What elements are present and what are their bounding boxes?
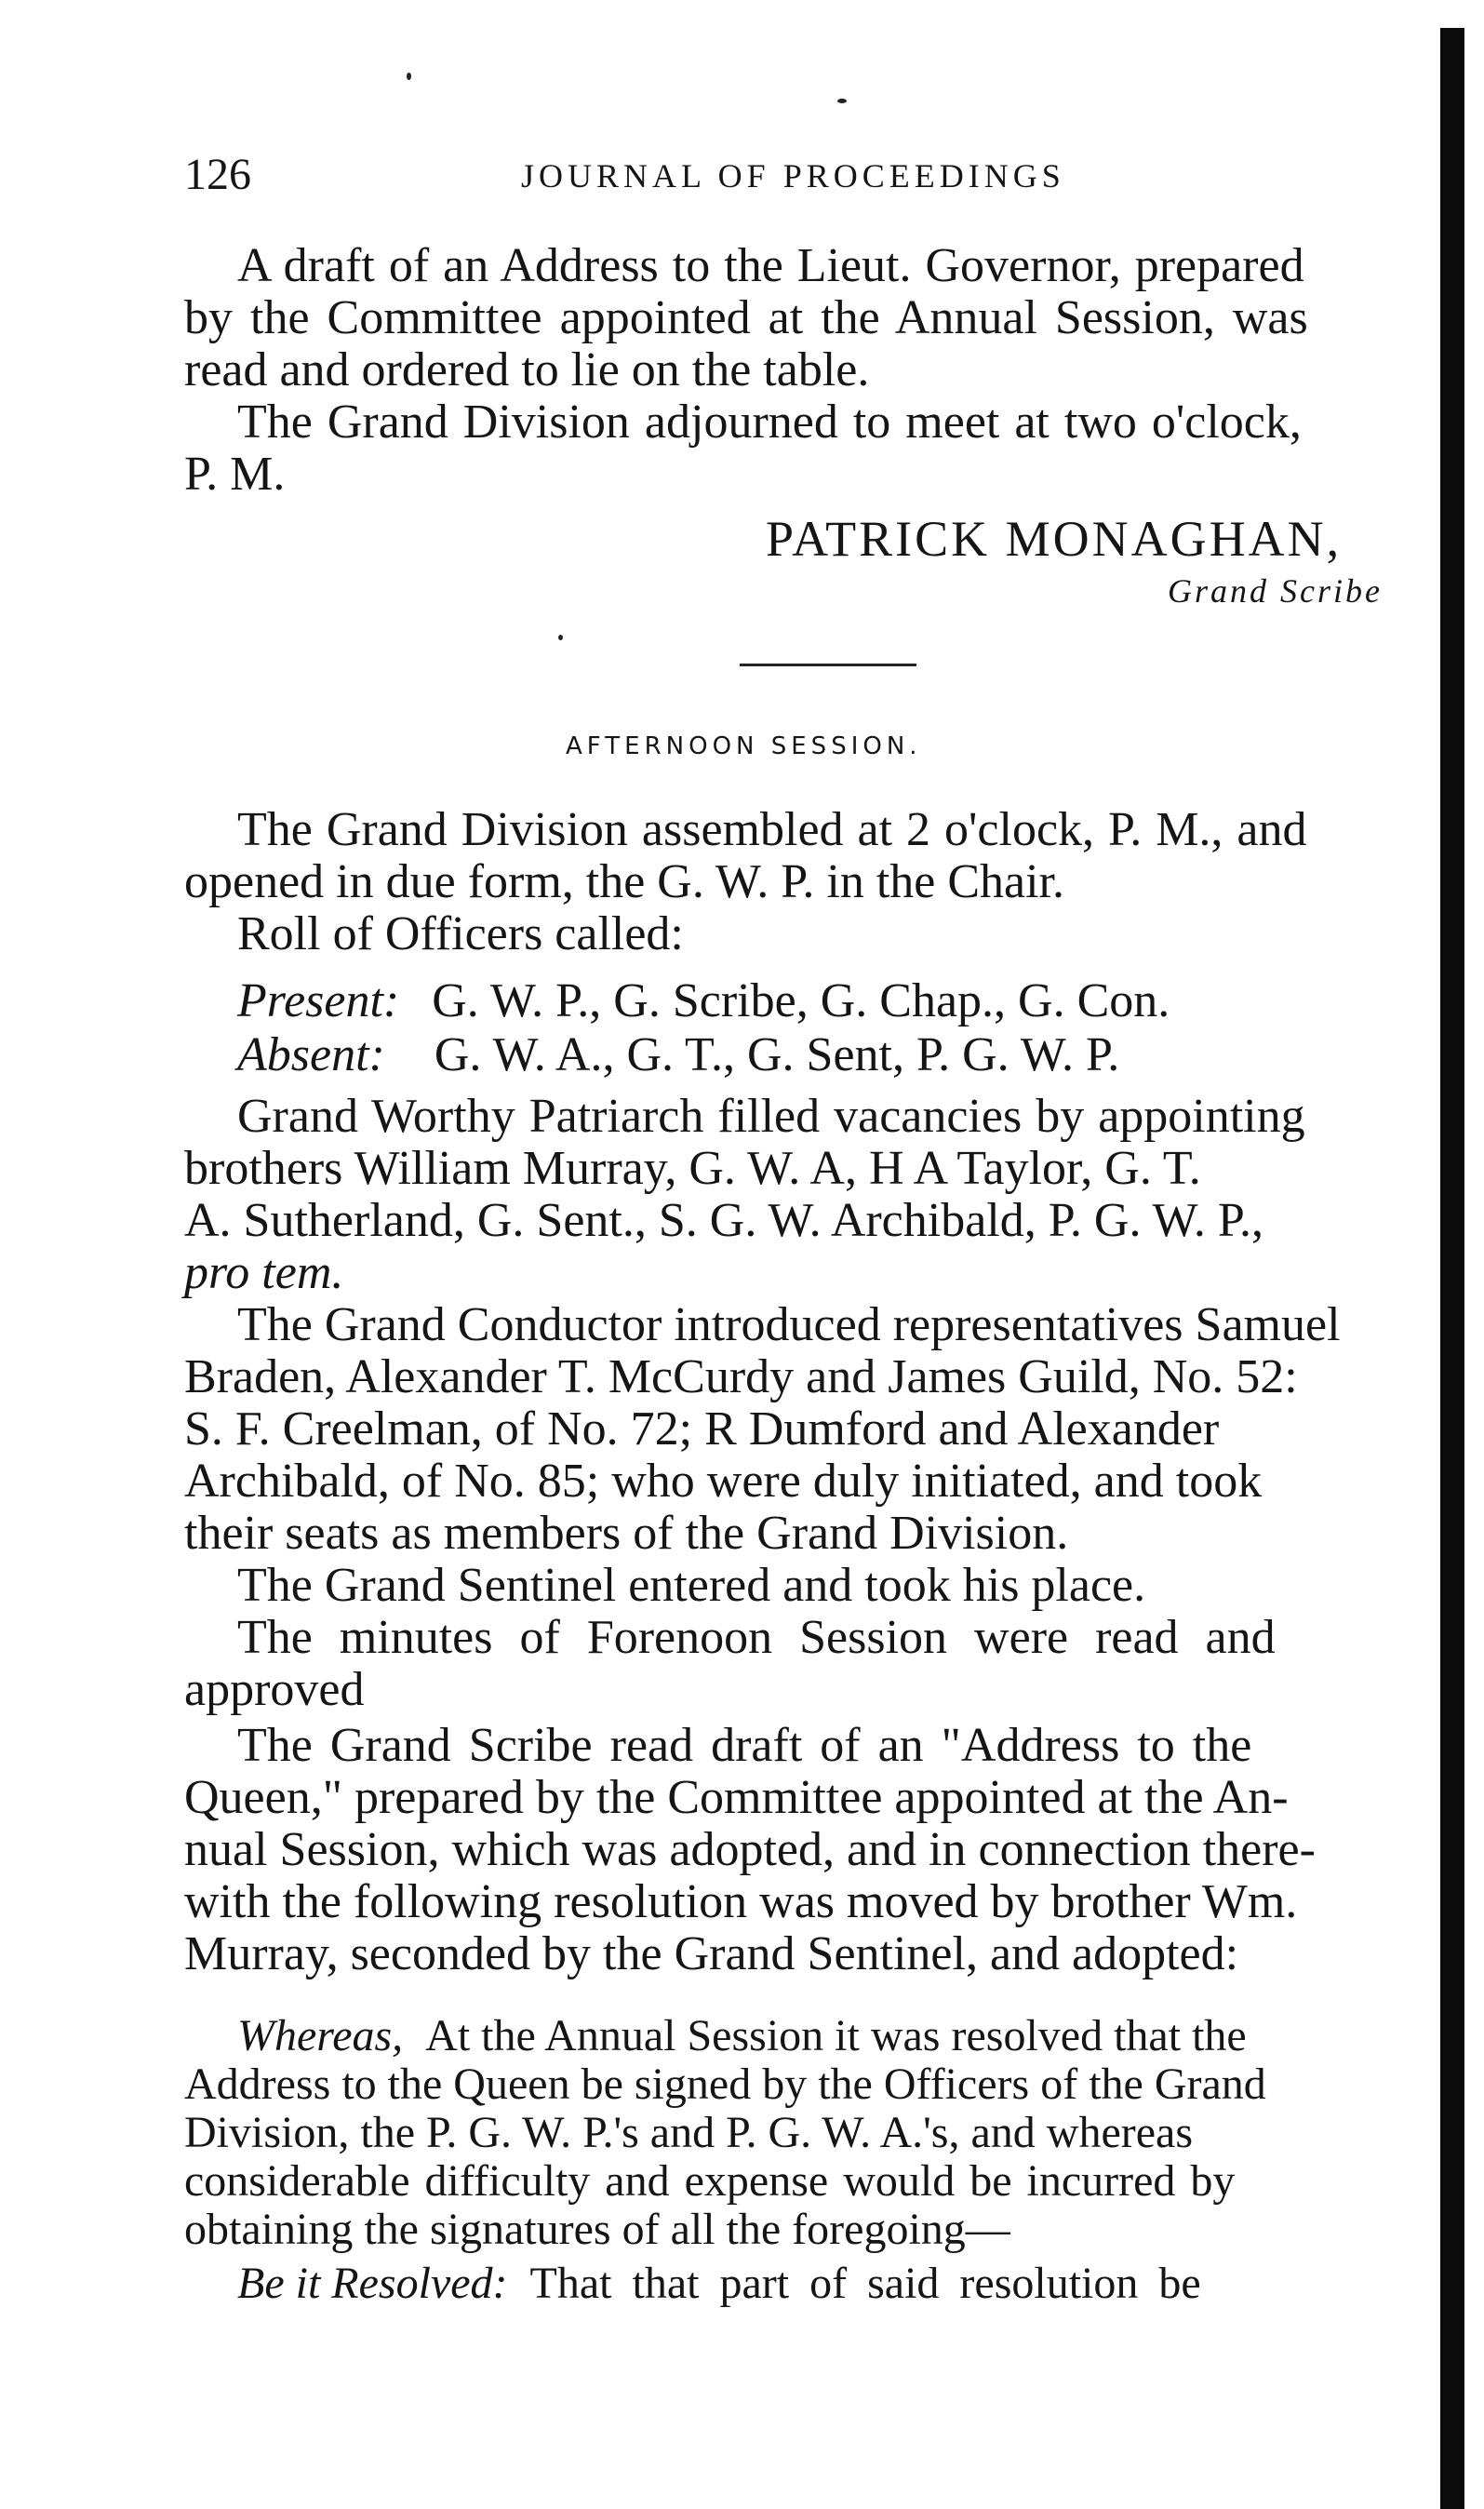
text-line: Queen," prepared by the Committee appointed at the An- — [184, 1771, 1289, 1824]
text-line: Archibald, of No. 85; who were duly initiated, and took — [184, 1455, 1263, 1508]
text-line: pro tem. — [184, 1246, 344, 1299]
text-line: A. Sutherland, G. Sent., S. G. W. Archibald, P. G. W. P., — [184, 1194, 1263, 1247]
text-line: A draft of an Address to the Lieut. Governor, prepared — [237, 239, 1304, 292]
text-line: opened in due form, the G. W. P. in the Chair. — [184, 855, 1065, 908]
section-rule — [740, 664, 916, 666]
text-line: The Grand Conductor introduced representatives Samuel — [237, 1298, 1341, 1351]
resolved-text: That that part of said resolution be — [529, 2259, 1201, 2308]
text-line: The minutes of Forenoon Session were read and — [237, 1611, 1276, 1664]
absent-text: G. W. A., G. T., G. Sent, P. G. W. P. — [434, 1028, 1120, 1081]
whereas-label: Whereas, — [237, 2011, 404, 2060]
text-line: The Grand Division adjourned to meet at two o'clock, — [237, 396, 1302, 449]
text-line: The Grand Sentinel entered and took his place. — [237, 1559, 1146, 1612]
absent-label: Absent: — [237, 1028, 385, 1081]
resolved-label: Be it Resolved: — [237, 2259, 508, 2308]
whereas-text: At the Annual Session it was resolved that the — [425, 2011, 1247, 2060]
text-line: with the following resolution was moved by brother Wm. — [184, 1875, 1298, 1928]
ink-speck — [558, 635, 563, 640]
text-line: Grand Worthy Patriarch filled vacancies by appointing — [237, 1090, 1305, 1143]
present-text: G. W. P., G. Scribe, G. Chap., G. Con. — [432, 974, 1170, 1027]
resolved-line — [237, 2256, 1201, 2312]
present-line — [237, 973, 1170, 1029]
text-line: Address to the Queen be signed by the Officers of the Grand — [184, 2060, 1266, 2109]
text-line: approved — [184, 1663, 365, 1716]
text-line: The Grand Scribe read draft of an "Address to the — [237, 1719, 1252, 1772]
text-line: The Grand Division assembled at 2 o'clock, P. M., and — [237, 803, 1307, 856]
text-line: by the Committee appointed at the Annual Session, was — [184, 291, 1308, 344]
absent-line — [237, 1027, 1119, 1083]
page-number: 126 — [184, 150, 251, 199]
section-heading: AFTERNOON SESSION. — [566, 732, 922, 760]
signature-name: PATRICK MONAGHAN, — [766, 511, 1343, 567]
text-line: obtaining the signatures of all the foregoing— — [184, 2205, 1010, 2254]
ink-speck — [837, 99, 847, 103]
text-line: Braden, Alexander T. McCurdy and James Guild, No. 52: — [184, 1350, 1298, 1403]
text-line: Murray, seconded by the Grand Sentinel, and adopted: — [184, 1927, 1239, 1980]
text-line: their seats as members of the Grand Division. — [184, 1507, 1069, 1560]
text-line: S. F. Creelman, of No. 72; R Dumford and Alexander — [184, 1402, 1220, 1456]
ink-speck — [407, 73, 411, 80]
present-label: Present: — [237, 974, 400, 1027]
text-line: Division, the P. G. W. P.'s and P. G. W. A.'s, and whereas — [184, 2108, 1194, 2157]
text-line: considerable difficulty and expense would be incurred by — [184, 2156, 1236, 2206]
text-line: P. M. — [184, 448, 286, 501]
text-line: nual Session, which was adopted, and in connection there- — [184, 1823, 1316, 1876]
signature-role: Grand Scribe — [1168, 572, 1383, 610]
text-line: brothers William Murray, G. W. A, H A Taylor, G. T. — [184, 1142, 1201, 1195]
binding-edge — [1440, 28, 1464, 2509]
running-title: JOURNAL OF PROCEEDINGS — [521, 157, 1065, 195]
text-line: Roll of Officers called: — [237, 907, 684, 960]
text-line: read and ordered to lie on the table. — [184, 343, 870, 396]
whereas-first-line — [237, 2008, 1247, 2064]
